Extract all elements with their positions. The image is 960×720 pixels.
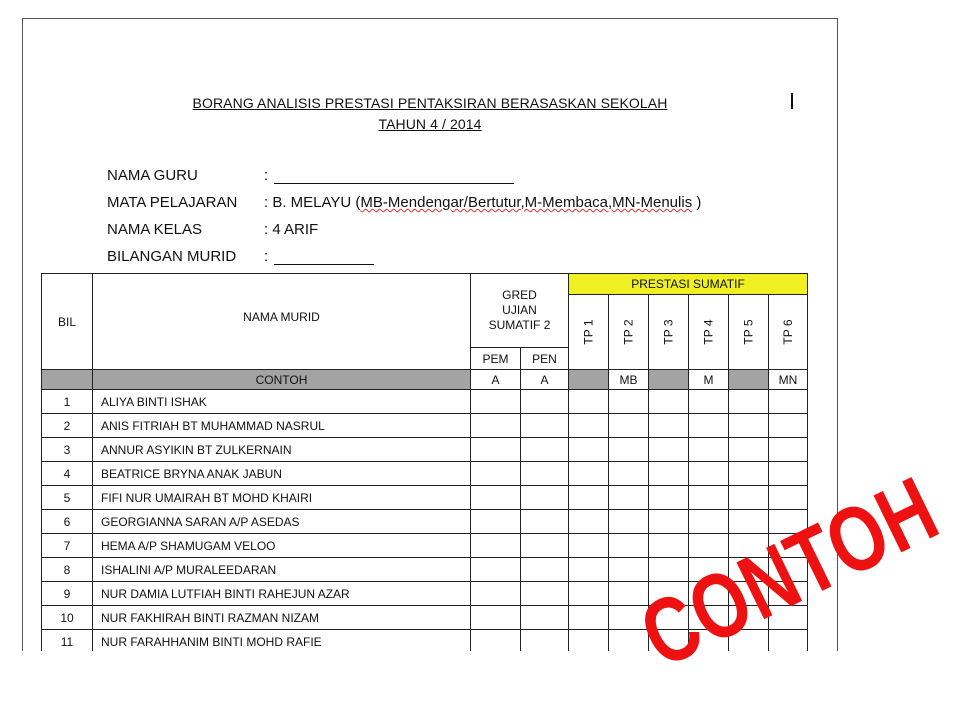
header-gred-label: GRED UJIAN SUMATIF 2 (488, 288, 551, 332)
field-label: NAMA KELAS (107, 221, 203, 238)
contoh-stamp: CONTOH (625, 457, 954, 688)
header-tp3 (649, 295, 689, 370)
table-row (42, 510, 808, 534)
row-cell[interactable] (609, 510, 649, 534)
row-bil: 5 (42, 486, 93, 510)
row-bil: 3 (42, 438, 93, 462)
row-cell[interactable] (471, 558, 521, 582)
row-cell[interactable] (649, 510, 689, 534)
document-title (23, 93, 837, 135)
row-bil: 11 (42, 630, 93, 652)
header-pem: PEM (471, 348, 521, 370)
field-value: : 4 ARIF (264, 221, 319, 238)
header-gred (471, 274, 569, 348)
row-cell[interactable] (689, 438, 729, 462)
row-nama: GEORGIANNA SARAN A/P ASEDAS (93, 510, 471, 534)
header-nama-murid: NAMA MURID (93, 274, 471, 370)
title-line-2: TAHUN 4 / 2014 (378, 116, 482, 132)
row-cell[interactable] (569, 414, 609, 438)
header-tp1 (569, 295, 609, 370)
row-nama: NUR FARAHHANIM BINTI MOHD RAFIE (93, 630, 471, 652)
row-cell[interactable] (521, 414, 569, 438)
contoh-label: CONTOH (93, 370, 471, 390)
row-nama: NUR DAMIA LUTFIAH BINTI RAHEJUN AZAR (93, 582, 471, 606)
row-nama: FIFI NUR UMAIRAH BT MOHD KHAIRI (93, 486, 471, 510)
row-cell[interactable] (569, 438, 609, 462)
row-cell[interactable] (649, 438, 689, 462)
row-bil: 9 (42, 582, 93, 606)
row-cell[interactable] (609, 414, 649, 438)
contoh-tp3 (649, 370, 689, 390)
field-value: : (264, 167, 269, 184)
header-tp2 (609, 295, 649, 370)
row-cell[interactable] (569, 510, 609, 534)
row-cell[interactable] (471, 534, 521, 558)
field-value: : (264, 248, 269, 265)
field-label: NAMA GURU (107, 167, 198, 184)
contoh-tp1 (569, 370, 609, 390)
row-cell[interactable] (609, 486, 649, 510)
field-nama-kelas (107, 216, 701, 243)
row-bil: 1 (42, 390, 93, 414)
row-cell[interactable] (609, 630, 649, 652)
row-cell[interactable] (471, 510, 521, 534)
table-row (42, 462, 808, 486)
field-label: MATA PELAJARAN (107, 194, 238, 211)
header-tp-label: TP 3 (661, 319, 676, 345)
field-nama-guru (107, 162, 701, 189)
row-cell[interactable] (521, 534, 569, 558)
row-nama: ANNUR ASYIKIN BT ZULKERNAIN (93, 438, 471, 462)
contoh-tp2: MB (609, 370, 649, 390)
header-tp5 (729, 295, 769, 370)
row-cell[interactable] (471, 390, 521, 414)
contoh-pen: A (521, 370, 569, 390)
row-cell[interactable] (649, 414, 689, 438)
row-cell[interactable] (521, 486, 569, 510)
row-nama: NUR FAKHIRAH BINTI RAZMAN NIZAM (93, 606, 471, 630)
row-cell[interactable] (471, 414, 521, 438)
contoh-row (42, 370, 808, 390)
row-cell[interactable] (521, 558, 569, 582)
table-row (42, 534, 808, 558)
row-cell[interactable] (521, 582, 569, 606)
header-bil: BIL (42, 274, 93, 370)
row-cell[interactable] (609, 534, 649, 558)
row-cell[interactable] (689, 486, 729, 510)
table-row (42, 486, 808, 510)
header-tp-label: TP 5 (741, 319, 756, 345)
contoh-tp4: M (689, 370, 729, 390)
table-row (42, 390, 808, 414)
row-cell[interactable] (769, 462, 808, 486)
row-cell[interactable] (729, 486, 769, 510)
text-cursor (791, 93, 793, 109)
row-cell[interactable] (609, 438, 649, 462)
blank-line (274, 250, 374, 265)
row-cell[interactable] (471, 582, 521, 606)
row-cell[interactable] (521, 390, 569, 414)
row-cell[interactable] (569, 630, 609, 652)
row-bil: 10 (42, 606, 93, 630)
row-cell[interactable] (569, 390, 609, 414)
row-cell[interactable] (569, 462, 609, 486)
row-cell[interactable] (649, 390, 689, 414)
header-tp4 (689, 295, 729, 370)
header-pen: PEN (521, 348, 569, 370)
row-cell[interactable] (569, 582, 609, 606)
form-fields (107, 162, 701, 270)
contoh-bil (42, 370, 93, 390)
row-cell[interactable] (649, 486, 689, 510)
row-bil: 2 (42, 414, 93, 438)
row-cell[interactable] (729, 390, 769, 414)
row-cell[interactable] (769, 390, 808, 414)
header-tp6 (769, 295, 808, 370)
row-cell[interactable] (569, 606, 609, 630)
field-value-detail: MB-Mendengar/Bertutur,M-Membaca,MN-Menulis (360, 194, 693, 211)
header-prestasi-sumatif: PRESTASI SUMATIF (569, 274, 808, 295)
contoh-pem: A (471, 370, 521, 390)
row-cell[interactable] (769, 486, 808, 510)
row-cell[interactable] (569, 558, 609, 582)
row-cell[interactable] (569, 534, 609, 558)
row-cell[interactable] (649, 534, 689, 558)
header-tp-label: TP 2 (621, 319, 636, 345)
row-nama: BEATRICE BRYNA ANAK JABUN (93, 462, 471, 486)
table-row (42, 438, 808, 462)
field-value-prefix: : B. MELAYU ( (264, 194, 361, 211)
row-cell[interactable] (609, 462, 649, 486)
row-cell[interactable] (609, 558, 649, 582)
row-nama: ANIS FITRIAH BT MUHAMMAD NASRUL (93, 414, 471, 438)
row-cell[interactable] (569, 486, 609, 510)
row-nama: ALIYA BINTI ISHAK (93, 390, 471, 414)
row-cell[interactable] (471, 486, 521, 510)
field-label: BILANGAN MURID (107, 248, 237, 265)
row-cell[interactable] (521, 630, 569, 652)
header-tp-label: TP 4 (701, 319, 716, 345)
row-nama: HEMA A/P SHAMUGAM VELOO (93, 534, 471, 558)
header-tp-label: TP 6 (781, 319, 795, 345)
row-cell[interactable] (471, 630, 521, 652)
row-cell[interactable] (471, 438, 521, 462)
row-cell[interactable] (689, 510, 729, 534)
row-cell[interactable] (729, 462, 769, 486)
row-cell[interactable] (649, 462, 689, 486)
row-cell[interactable] (521, 606, 569, 630)
row-cell[interactable] (471, 606, 521, 630)
row-cell[interactable] (769, 414, 808, 438)
row-cell[interactable] (689, 462, 729, 486)
row-bil: 4 (42, 462, 93, 486)
field-mata-pelajaran (107, 189, 701, 216)
row-cell[interactable] (609, 390, 649, 414)
row-bil: 8 (42, 558, 93, 582)
row-cell[interactable] (729, 414, 769, 438)
row-cell[interactable] (521, 510, 569, 534)
field-bilangan-murid (107, 243, 701, 270)
title-line-1: BORANG ANALISIS PRESTASI PENTAKSIRAN BERASASKAN SEKOLAH (192, 95, 668, 111)
row-cell[interactable] (521, 438, 569, 462)
row-cell[interactable] (471, 462, 521, 486)
row-nama: ISHALINI A/P MURALEEDARAN (93, 558, 471, 582)
row-cell[interactable] (521, 462, 569, 486)
table-row (42, 414, 808, 438)
field-value-suffix: ) (692, 194, 702, 211)
contoh-tp5 (729, 370, 769, 390)
header-tp-label: TP 1 (581, 319, 596, 345)
row-cell[interactable] (769, 438, 808, 462)
row-bil: 7 (42, 534, 93, 558)
row-bil: 6 (42, 510, 93, 534)
contoh-tp6: MN (769, 370, 808, 390)
row-cell[interactable] (689, 390, 729, 414)
row-cell[interactable] (729, 438, 769, 462)
blank-line (274, 169, 514, 184)
row-cell[interactable] (689, 414, 729, 438)
